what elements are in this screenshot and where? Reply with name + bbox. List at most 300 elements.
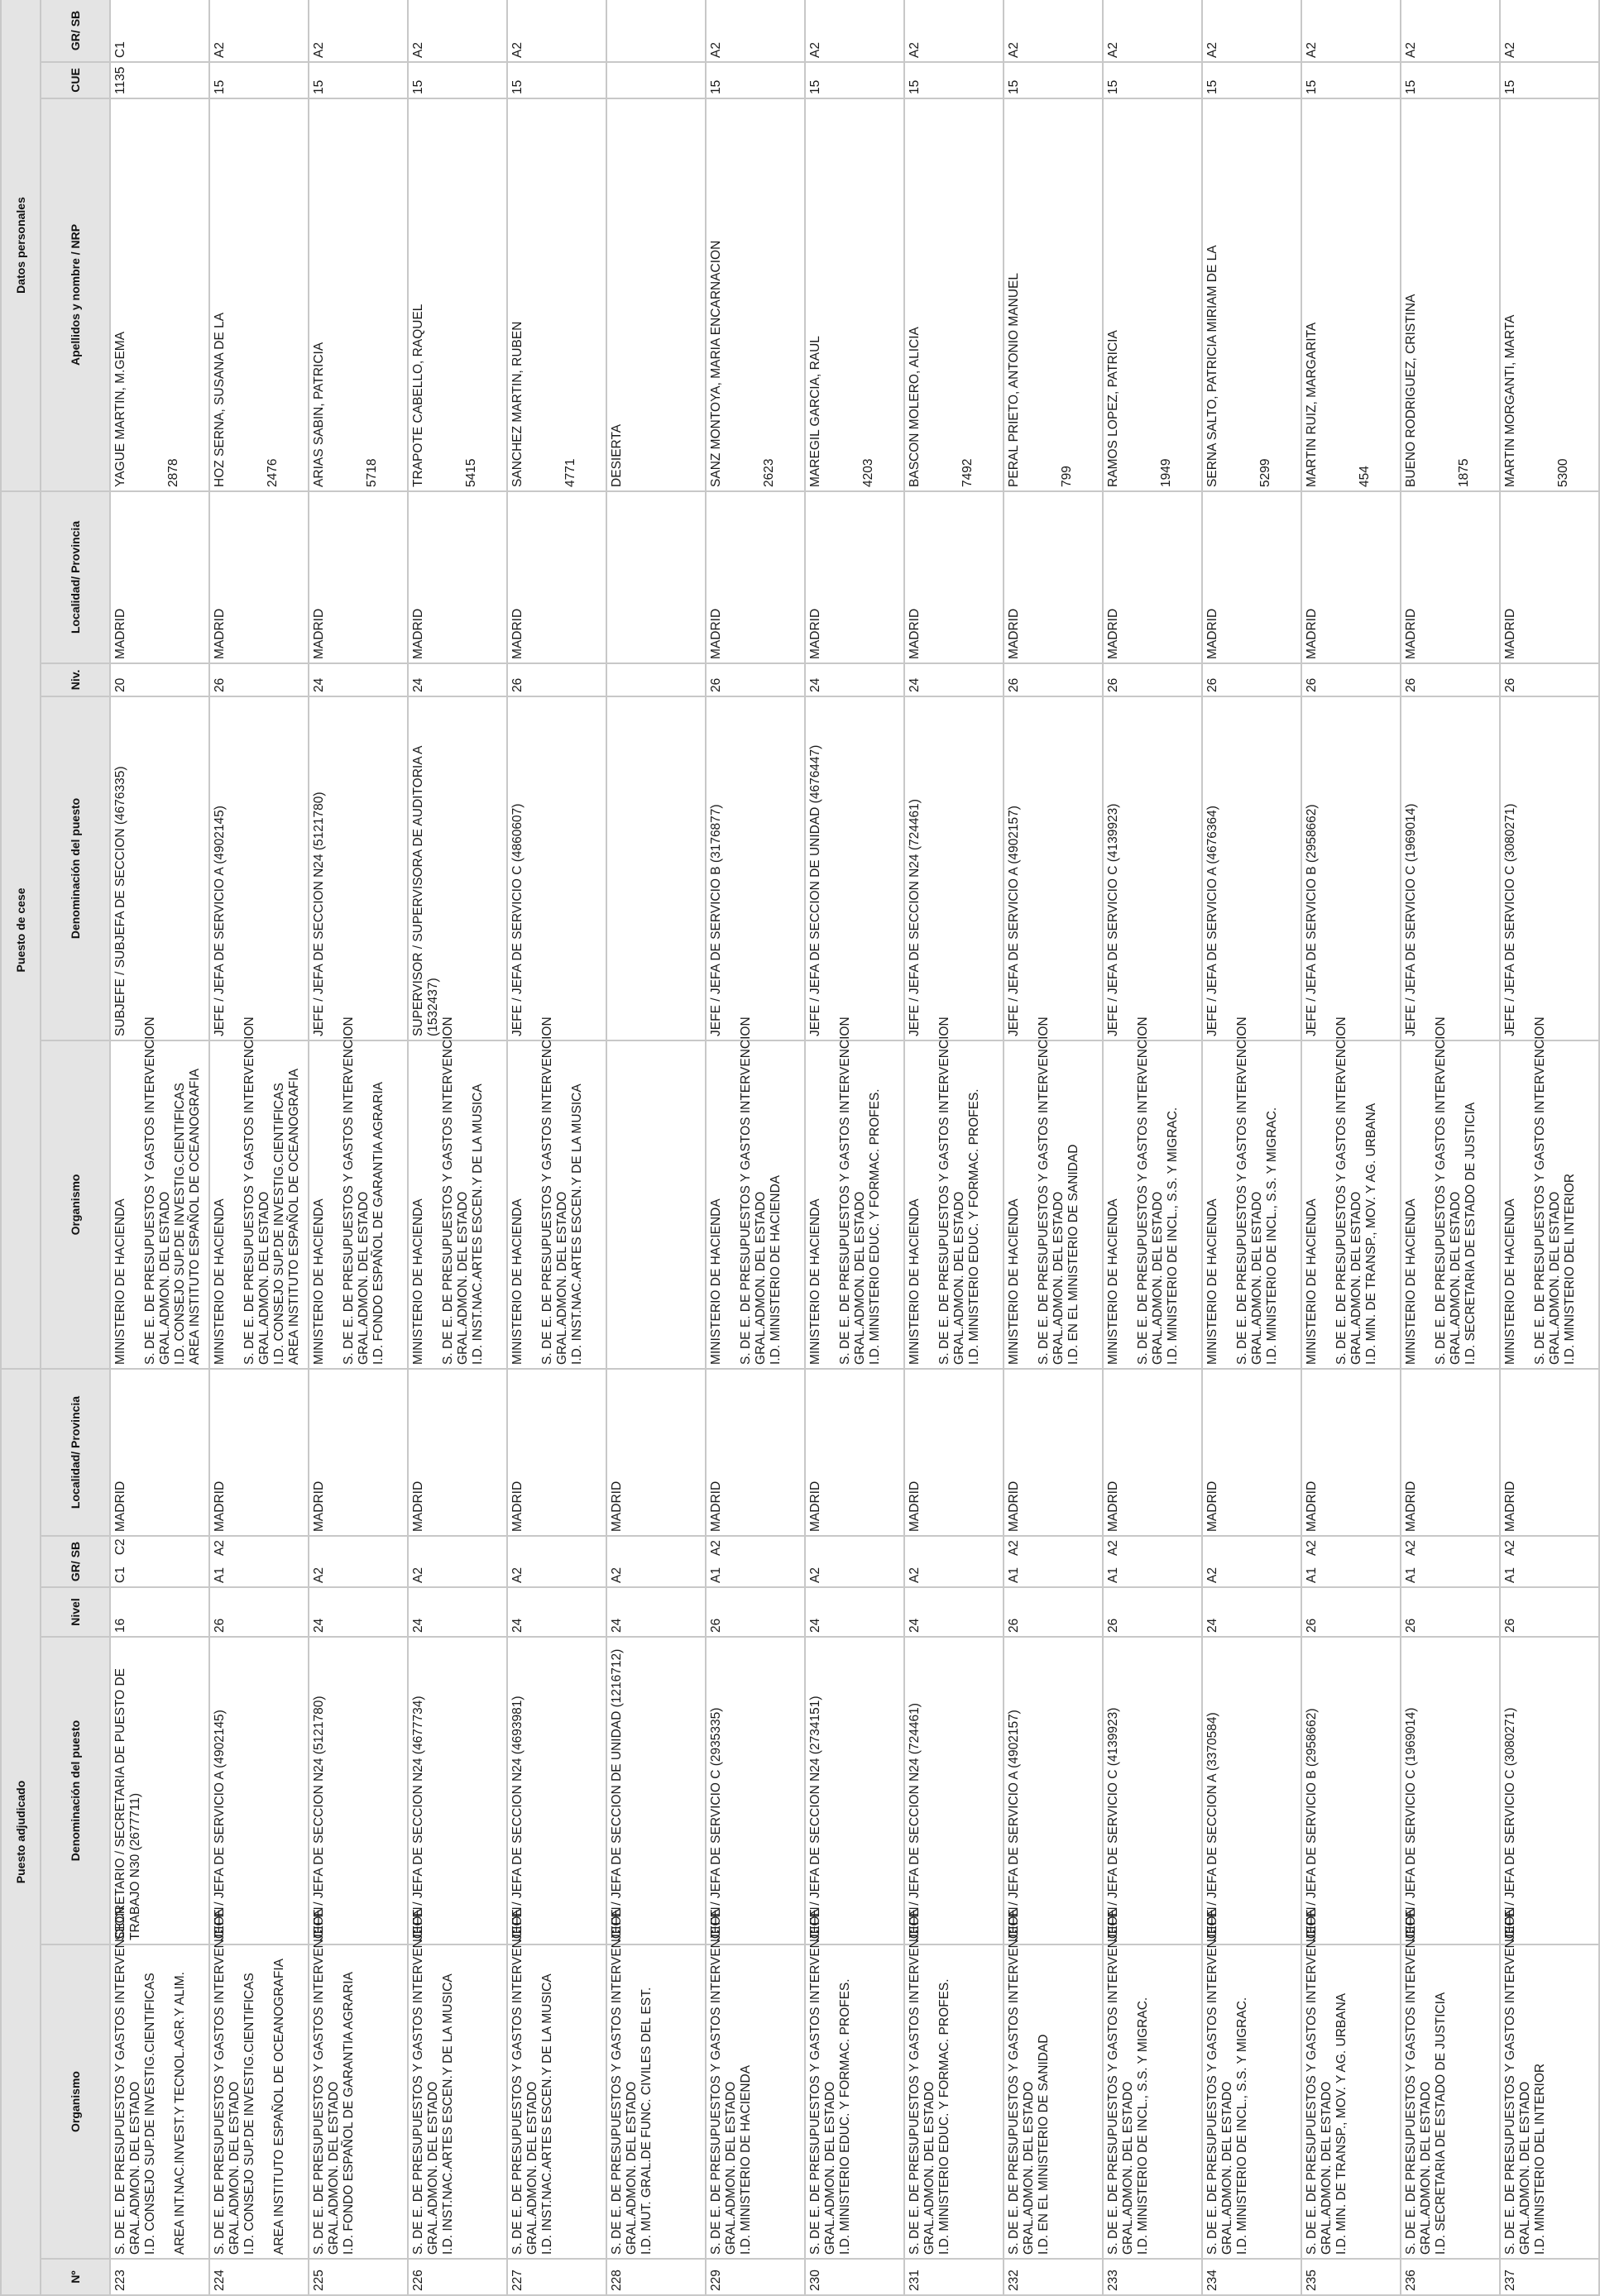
gr-sb-value: A2 xyxy=(1205,1567,1219,1583)
organismo-line: GRAL.ADMON. DEL ESTADO xyxy=(1220,2081,1234,2255)
group-header-puesto-cese: Puesto de cese xyxy=(1,491,41,1369)
apellidos-nombre: SERNA SALTO, PATRICIA MIRIAM DE LA xyxy=(1205,245,1219,487)
organismo-line: GRAL.ADMON. DEL ESTADO xyxy=(754,1191,768,1365)
organismo-line: I.D. MINISTERIO DE HACIENDA xyxy=(739,2064,753,2255)
denominacion-cese: JEFE / JEFA DE SERVICIO C (4139923) xyxy=(1103,696,1202,1040)
organismo-line: GRAL.ADMON. DEL ESTADO xyxy=(952,1191,966,1365)
gr-sb-value: A1 xyxy=(1007,1567,1021,1583)
denominacion-adjudicado: JEFE / JEFA DE SERVICIO C (1969014) xyxy=(1401,1637,1500,1944)
gr-sb-value: C1 xyxy=(113,1567,127,1583)
apellidos-nrp xyxy=(1103,98,1202,491)
localidad-adjudicado: MADRID xyxy=(706,1369,805,1536)
col-header-num: Nº xyxy=(41,2259,110,2295)
denominacion-cese xyxy=(606,696,706,1040)
nrp: 5415 xyxy=(464,458,478,487)
localidad-adjudicado: MADRID xyxy=(1103,1369,1202,1536)
denominacion-adjudicado: JEFE / JEFA DE SECCION A (3370584) xyxy=(1202,1637,1301,1944)
nivel-adjudicado: 26 xyxy=(209,1587,309,1637)
denominacion-cese: JEFE / JEFA DE SERVICIO C (1969014) xyxy=(1401,696,1500,1040)
gr-sb-personal: A2 xyxy=(805,0,904,62)
gr-sb-personal: A2 xyxy=(1301,0,1401,62)
gr-sb-value: A2 xyxy=(312,1567,326,1583)
organismo-line: I.D. CONSEJO SUP.DE INVESTIG.CIENTIFICAS xyxy=(173,1083,187,1365)
organismo-line: MINISTERIO DE HACIENDA xyxy=(709,1198,723,1365)
organismo-line: S. DE E. DE PRESUPUESTOS Y GASTOS INTERVENCION xyxy=(411,1906,425,2255)
localidad-adjudicado: MADRID xyxy=(1500,1369,1599,1536)
organismo-line: MINISTERIO DE HACIENDA xyxy=(1503,1198,1517,1365)
organismo-line: I.D. FONDO ESPAÑOL DE GARANTIA AGRARIA xyxy=(371,1082,386,1365)
organismo-line: I.D. INST.NAC.ARTES ESCEN.Y DE LA MUSICA xyxy=(540,1973,554,2255)
organismo-line: AREA INSTITUTO ESPAÑOL DE OCEANOGRAFIA xyxy=(287,1068,301,1365)
organismo-line: MINISTERIO DE HACIENDA xyxy=(213,1198,227,1365)
organismo-line: GRAL.ADMON. DEL ESTADO xyxy=(1518,2081,1532,2255)
organismo-adjudicado xyxy=(309,1906,408,2259)
nrp: 4203 xyxy=(861,458,875,487)
localidad-cese: MADRID xyxy=(309,491,408,663)
row-number: 223 xyxy=(110,2259,209,2295)
organismo-line: S. DE E. DE PRESUPUESTOS Y GASTOS INTERVENCION xyxy=(242,1016,256,1365)
row-number: 225 xyxy=(309,2259,408,2295)
table-row xyxy=(209,0,309,2295)
organismo-line: S. DE E. DE PRESUPUESTOS Y GASTOS INTERVENCION xyxy=(937,1016,951,1365)
nivel-adjudicado: 26 xyxy=(1103,1587,1202,1637)
apellidos-nrp xyxy=(1301,98,1401,491)
gr-sb-adjudicado xyxy=(805,1536,904,1587)
nivel-adjudicado: 26 xyxy=(1401,1587,1500,1637)
col-header-denominacion-cese: Denominación del puesto xyxy=(41,696,110,1040)
cue xyxy=(606,62,706,98)
organismo-line: I.D. MINISTERIO DE INCL., S.S. Y MIGRAC. xyxy=(1166,1107,1180,1365)
organismo-line: GRAL.ADMON. DEL ESTADO xyxy=(1151,1191,1165,1365)
organismo-line: S. DE E. DE PRESUPUESTOS Y GASTOS INTERVENCION xyxy=(342,1016,356,1365)
organismo-cese xyxy=(706,1016,805,1369)
organismo-line: GRAL.ADMON. DEL ESTADO xyxy=(1121,2081,1135,2255)
line-gap xyxy=(823,1045,838,1365)
gr-sb-value: A1 xyxy=(1404,1567,1418,1583)
niv-cese xyxy=(606,663,706,696)
nrp: 7492 xyxy=(960,458,975,487)
niv-cese: 24 xyxy=(408,663,507,696)
gr-sb-value: A2 xyxy=(213,1540,227,1557)
organismo-line: I.D. CONSEJO SUP.DE INVESTIG.CIENTIFICAS xyxy=(272,1083,286,1365)
col-header-organismo-cese: Organismo xyxy=(41,1040,110,1369)
organismo-line: I.D. EN EL MINISTERIO DE SANIDAD xyxy=(1037,2034,1051,2255)
organismo-line: MINISTERIO DE HACIENDA xyxy=(1404,1198,1418,1365)
gr-sb-personal: A2 xyxy=(209,0,309,62)
table-row xyxy=(904,0,1004,2295)
organismo-line: I.D. MINISTERIO DE INCL., S.S. Y MIGRAC. xyxy=(1265,1107,1279,1365)
apellidos-nombre: ARIAS SABIN, PATRICIA xyxy=(312,342,326,487)
col-header-organismo: Organismo xyxy=(41,1944,110,2259)
localidad-adjudicado: MADRID xyxy=(805,1369,904,1536)
nrp: 2878 xyxy=(166,458,180,487)
organismo-line: MINISTERIO DE HACIENDA xyxy=(510,1198,525,1365)
niv-cese: 26 xyxy=(507,663,606,696)
denominacion-adjudicado: JEFE / JEFA DE SERVICIO C (2935335) xyxy=(706,1637,805,1944)
denominacion-cese: JEFE / JEFA DE SERVICIO A (4902157) xyxy=(1004,696,1103,1040)
organismo-adjudicado xyxy=(1004,1906,1103,2259)
group-header-puesto-adjudicado: Puesto adjudicado xyxy=(1,1369,41,2295)
row-number: 232 xyxy=(1004,2259,1103,2295)
apellidos-nombre: DESIERTA xyxy=(610,423,624,487)
line-gap xyxy=(228,1045,242,1365)
organismo-line: GRAL.ADMON. DEL ESTADO xyxy=(724,2081,738,2255)
localidad-cese: MADRID xyxy=(1301,491,1401,663)
nrp: 5718 xyxy=(365,458,379,487)
organismo-cese xyxy=(805,1016,904,1369)
gr-sb-personal: A2 xyxy=(904,0,1004,62)
organismo-line: I.D. MINISTERIO DEL INTERIOR xyxy=(1533,2063,1547,2255)
organismo-line: I.D. INST.NAC.ARTES ESCEN.Y DE LA MUSICA xyxy=(471,1083,485,1365)
denominacion-cese: JEFE / JEFA DE SECCION N24 (5121780) xyxy=(309,696,408,1040)
organismo-line: I.D. MINISTERIO EDUC. Y FORMAC. PROFES. xyxy=(937,1978,951,2255)
niv-cese: 26 xyxy=(1301,663,1401,696)
cue: 15 xyxy=(805,62,904,98)
organismo-line: S. DE E. DE PRESUPUESTOS Y GASTOS INTERVENCION xyxy=(1434,1016,1448,1365)
apellidos-nrp xyxy=(805,98,904,491)
apellidos-nrp xyxy=(1202,98,1301,491)
nrp: 5299 xyxy=(1258,458,1272,487)
gr-sb-adjudicado xyxy=(1004,1536,1103,1587)
row-number: 229 xyxy=(706,2259,805,2295)
line-gap xyxy=(1419,1045,1434,1365)
organismo-cese xyxy=(1301,1016,1401,1369)
apellidos-nombre: BASCON MOLERO, ALICIA xyxy=(908,327,922,487)
nrp: 1949 xyxy=(1159,458,1173,487)
gr-sb-adjudicado xyxy=(1103,1536,1202,1587)
localidad-cese xyxy=(606,491,706,663)
apellidos-nrp xyxy=(1500,98,1599,491)
denominacion-cese: SUPERVISOR / SUPERVISORA DE AUDITORIA A (1532437) xyxy=(408,696,507,1040)
localidad-cese: MADRID xyxy=(209,491,309,663)
gr-sb-adjudicado xyxy=(408,1536,507,1587)
gr-sb-adjudicado xyxy=(904,1536,1004,1587)
gr-sb-value: A2 xyxy=(808,1567,822,1583)
organismo-line: I.D. MINISTERIO DE INCL., S.S. Y MIGRAC. xyxy=(1235,1997,1249,2255)
apellidos-nrp xyxy=(904,98,1004,491)
organismo-cese xyxy=(1500,1016,1599,1369)
organismo-adjudicado xyxy=(606,1906,706,2259)
apellidos-nombre: TRAPOTE CABELLO, RAQUEL xyxy=(411,304,425,487)
denominacion-adjudicado: JEFE / JEFA DE SECCION N24 (4693981) xyxy=(507,1637,606,1944)
localidad-cese: MADRID xyxy=(706,491,805,663)
table-row xyxy=(110,0,209,2295)
organismo-line: S. DE E. DE PRESUPUESTOS Y GASTOS INTERVENCION xyxy=(1305,1906,1319,2255)
denominacion-adjudicado: JEFE / JEFA DE SECCION N24 (2734151) xyxy=(805,1637,904,1944)
gr-sb-value: A2 xyxy=(1007,1540,1021,1557)
gr-sb-value: A1 xyxy=(1503,1567,1517,1583)
localidad-adjudicado: MADRID xyxy=(110,1369,209,1536)
table-row xyxy=(1500,0,1599,2295)
organismo-line: GRAL.ADMON. DEL ESTADO xyxy=(158,1191,172,1365)
localidad-cese: MADRID xyxy=(1500,491,1599,663)
apellidos-nrp xyxy=(209,98,309,491)
localidad-adjudicado: MADRID xyxy=(904,1369,1004,1536)
nrp: 2623 xyxy=(762,458,776,487)
organismo-line: I.D. SECRETARIA DE ESTADO DE JUSTICIA xyxy=(1463,1102,1478,1365)
organismo-line: GRAL.ADMON. DEL ESTADO xyxy=(426,2081,440,2255)
organismo-adjudicado xyxy=(1500,1906,1599,2259)
table-row xyxy=(309,0,408,2295)
denominacion-adjudicado: JEFE / JEFA DE SERVICIO C (4139923) xyxy=(1103,1637,1202,1944)
cue: 15 xyxy=(1103,62,1202,98)
line-gap xyxy=(1022,1045,1037,1365)
denominacion-adjudicado: JEFE / JEFA DE SECCION DE UNIDAD (1216712) xyxy=(606,1637,706,1944)
organismo-line: S. DE E. DE PRESUPUESTOS Y GASTOS INTERVENCION xyxy=(1205,1906,1219,2255)
gr-sb-value: A1 xyxy=(213,1567,227,1583)
organismo-cese xyxy=(408,1016,507,1369)
col-header-niv-cese: Niv. xyxy=(41,663,110,696)
col-header-gr-sb: GR/ SB xyxy=(41,1536,110,1587)
organismo-adjudicado xyxy=(1401,1906,1500,2259)
organismo-line: S. DE E. DE PRESUPUESTOS Y GASTOS INTERVENCION xyxy=(1334,1016,1349,1365)
nivel-adjudicado: 24 xyxy=(904,1587,1004,1637)
line-gap xyxy=(525,1045,540,1365)
organismo-line: I.D. MIN. DE TRANSP., MOV. Y AG. URBANA xyxy=(1334,1992,1349,2255)
organismo-cese xyxy=(1103,1016,1202,1369)
gr-sb-personal: A2 xyxy=(1500,0,1599,62)
apellidos-nombre: MARTIN MORGANTI, MARTA xyxy=(1503,314,1517,487)
organismo-line: S. DE E. DE PRESUPUESTOS Y GASTOS INTERVENCION xyxy=(113,1906,127,2255)
organismo-adjudicado xyxy=(507,1906,606,2259)
organismo-line: I.D. MINISTERIO EDUC. Y FORMAC. PROFES. xyxy=(868,1088,882,1365)
localidad-adjudicado: MADRID xyxy=(507,1369,606,1536)
organismo-adjudicado xyxy=(110,1906,209,2259)
gr-sb-value: A2 xyxy=(411,1567,425,1583)
organismo-line: S. DE E. DE PRESUPUESTOS Y GASTOS INTERVENCION xyxy=(312,1906,326,2255)
localidad-adjudicado: MADRID xyxy=(1301,1369,1401,1536)
organismo-line: S. DE E. DE PRESUPUESTOS Y GASTOS INTERVENCION xyxy=(540,1016,554,1365)
apellidos-nombre: MAREGIL GARCIA, RAUL xyxy=(808,336,822,487)
organismo-line: S. DE E. DE PRESUPUESTOS Y GASTOS INTERVENCION xyxy=(1503,1906,1517,2255)
localidad-adjudicado: MADRID xyxy=(606,1369,706,1536)
apellidos-nombre: BUENO RODRIGUEZ, CRISTINA xyxy=(1404,294,1418,487)
cue: 15 xyxy=(309,62,408,98)
denominacion-adjudicado: JEFE / JEFA DE SECCION N24 (4677734) xyxy=(408,1637,507,1944)
organismo-line: GRAL.ADMON. DEL ESTADO xyxy=(1419,2081,1433,2255)
nivel-adjudicado: 24 xyxy=(805,1587,904,1637)
apellidos-nrp xyxy=(110,98,209,491)
table-row xyxy=(1202,0,1301,2295)
gr-sb-value: A2 xyxy=(1106,1540,1120,1557)
gr-sb-adjudicado xyxy=(507,1536,606,1587)
denominacion-adjudicado: SECRETARIO / SECRETARIA DE PUESTO DE TRABAJO N30 (2677711) xyxy=(110,1637,209,1944)
table-row xyxy=(1004,0,1103,2295)
organismo-cese xyxy=(110,1016,209,1369)
row-number: 234 xyxy=(1202,2259,1301,2295)
gr-sb-personal: A2 xyxy=(1401,0,1500,62)
organismo-line: GRAL.ADMON. DEL ESTADO xyxy=(257,1191,271,1365)
organismo-line: MINISTERIO DE HACIENDA xyxy=(312,1198,326,1365)
organismo-line: GRAL.ADMON. DEL ESTADO xyxy=(1449,1191,1463,1365)
gr-sb-personal: A2 xyxy=(1202,0,1301,62)
localidad-adjudicado: MADRID xyxy=(209,1369,309,1536)
col-header-cue: CUE xyxy=(41,62,110,98)
organismo-adjudicado xyxy=(805,1906,904,2259)
organismo-line: GRAL.ADMON. DEL ESTADO xyxy=(1022,2081,1036,2255)
table-row xyxy=(408,0,507,2295)
gr-sb-value: A2 xyxy=(610,1567,624,1583)
row-number: 228 xyxy=(606,2259,706,2295)
organismo-line: AREA INSTITUTO ESPAÑOL DE OCEANOGRAFIA xyxy=(188,1068,202,1365)
denominacion-adjudicado: JEFE / JEFA DE SERVICIO B (2958662) xyxy=(1301,1637,1401,1944)
organismo-line: MINISTERIO DE HACIENDA xyxy=(908,1198,922,1365)
organismo-line: AREA INT.NAC.INVEST.Y TECNOL.AGR.Y ALIM. xyxy=(173,1972,187,2255)
niv-cese: 24 xyxy=(309,663,408,696)
localidad-cese: MADRID xyxy=(110,491,209,663)
organismo-line: I.D. EN EL MINISTERIO DE SANIDAD xyxy=(1066,1144,1080,1365)
localidad-cese: MADRID xyxy=(805,491,904,663)
niv-cese: 24 xyxy=(904,663,1004,696)
gr-sb-value: A2 xyxy=(510,1567,525,1583)
organismo-adjudicado xyxy=(209,1906,309,2259)
col-header-nivel: Nivel xyxy=(41,1587,110,1637)
row-number: 227 xyxy=(507,2259,606,2295)
nivel-adjudicado: 26 xyxy=(1500,1587,1599,1637)
organismo-line: I.D. INST.NAC.ARTES ESCEN.Y DE LA MUSICA xyxy=(441,1973,455,2255)
row-number: 231 xyxy=(904,2259,1004,2295)
cue: 15 xyxy=(1401,62,1500,98)
cue: 15 xyxy=(1301,62,1401,98)
organismo-line: MINISTERIO DE HACIENDA xyxy=(113,1198,127,1365)
gr-sb-personal: C1 xyxy=(110,0,209,62)
organismo-line: MINISTERIO DE HACIENDA xyxy=(1106,1198,1120,1365)
localidad-cese: MADRID xyxy=(507,491,606,663)
apellidos-nombre: YAGUE MARTIN, M.GEMA xyxy=(113,331,127,487)
denominacion-cese: JEFE / JEFA DE SERVICIO A (4676364) xyxy=(1202,696,1301,1040)
organismo-adjudicado xyxy=(1103,1906,1202,2259)
nrp: 5300 xyxy=(1556,458,1570,487)
organismo-line: GRAL.ADMON. DEL ESTADO xyxy=(456,1191,470,1365)
organismo-adjudicado xyxy=(706,1906,805,2259)
row-number: 237 xyxy=(1500,2259,1599,2295)
row-number: 233 xyxy=(1103,2259,1202,2295)
organismo-cese xyxy=(1202,1016,1301,1369)
apellidos-nombre: SANCHEZ MARTIN, RUBEN xyxy=(510,321,525,487)
organismo-line: I.D. SECRETARIA DE ESTADO DE JUSTICIA xyxy=(1434,1992,1448,2255)
gr-sb-adjudicado xyxy=(1401,1536,1500,1587)
organismo-line: GRAL.ADMON. DEL ESTADO xyxy=(823,2081,837,2255)
organismo-line: S. DE E. DE PRESUPUESTOS Y GASTOS INTERVENCION xyxy=(1533,1016,1547,1365)
organismo-line: GRAL.ADMON. DEL ESTADO xyxy=(922,2081,937,2255)
localidad-adjudicado: MADRID xyxy=(1202,1369,1301,1536)
organismo-line: I.D. MUT. GRAL.DE FUNC. CIVILES DEL EST. xyxy=(640,1987,654,2255)
cue: 15 xyxy=(507,62,606,98)
line-gap xyxy=(327,1045,342,1365)
apellidos-nrp xyxy=(1004,98,1103,491)
col-header-denominacion: Denominación del puesto xyxy=(41,1637,110,1944)
table-row xyxy=(805,0,904,2295)
apellidos-nrp xyxy=(706,98,805,491)
nrp: 2476 xyxy=(266,458,280,487)
organismo-line: S. DE E. DE PRESUPUESTOS Y GASTOS INTERVENCION xyxy=(709,1906,723,2255)
denominacion-cese: JEFE / JEFA DE SERVICIO B (3176877) xyxy=(706,696,805,1040)
denominacion-cese: SUBJEFE / SUBJEFA DE SECCION (4676335) xyxy=(110,696,209,1040)
line-gap xyxy=(1220,1045,1235,1365)
gr-sb-value: A1 xyxy=(709,1567,723,1583)
niv-cese: 20 xyxy=(110,663,209,696)
organismo-line: S. DE E. DE PRESUPUESTOS Y GASTOS INTERVENCION xyxy=(610,1906,624,2255)
organismo-line: MINISTERIO DE HACIENDA xyxy=(411,1198,425,1365)
gr-sb-value: A1 xyxy=(1106,1567,1120,1583)
organismo-line: GRAL.ADMON. DEL ESTADO xyxy=(228,2081,242,2255)
organismo-line: AREA INSTITUTO ESPAÑOL DE OCEANOGRAFIA xyxy=(272,1958,286,2255)
apellidos-nrp xyxy=(1401,98,1500,491)
organismo-line: GRAL.ADMON. DEL ESTADO xyxy=(1051,1191,1066,1365)
nivel-adjudicado: 16 xyxy=(110,1587,209,1637)
organismo-line: I.D. MINISTERIO EDUC. Y FORMAC. PROFES. xyxy=(967,1088,981,1365)
organismo-line: GRAL.ADMON. DEL ESTADO xyxy=(327,2081,341,2255)
organismo-line: S. DE E. DE PRESUPUESTOS Y GASTOS INTERVENCION xyxy=(908,1906,922,2255)
line-gap xyxy=(922,1045,937,1365)
localidad-cese: MADRID xyxy=(408,491,507,663)
gr-sb-personal: A2 xyxy=(408,0,507,62)
row-number: 235 xyxy=(1301,2259,1401,2295)
apellidos-nombre: PERAL PRIETO, ANTONIO MANUEL xyxy=(1007,272,1021,487)
nrp: 454 xyxy=(1358,466,1372,487)
organismo-line: I.D. MINISTERIO DEL INTERIOR xyxy=(1563,1173,1577,1365)
denominacion-adjudicado: JEFE / JEFA DE SECCION N24 (724461) xyxy=(904,1637,1004,1944)
denominacion-adjudicado: JEFE / JEFA DE SERVICIO C (3080271) xyxy=(1500,1637,1599,1944)
gr-sb-adjudicado xyxy=(1202,1536,1301,1587)
apellidos-nombre: HOZ SERNA, SUSANA DE LA xyxy=(213,312,227,487)
localidad-cese: MADRID xyxy=(1401,491,1500,663)
group-header-datos-personales: Datos personales xyxy=(1,0,41,491)
table-body xyxy=(110,0,1599,2295)
cue: 15 xyxy=(904,62,1004,98)
row-number: 236 xyxy=(1401,2259,1500,2295)
row-number: 224 xyxy=(209,2259,309,2295)
nrp: 1875 xyxy=(1457,458,1471,487)
localidad-adjudicado: MADRID xyxy=(408,1369,507,1536)
apellidos-nombre: RAMOS LOPEZ, PATRICIA xyxy=(1106,330,1120,487)
nivel-adjudicado: 26 xyxy=(1301,1587,1401,1637)
organismo-line: S. DE E. DE PRESUPUESTOS Y GASTOS INTERVENCION xyxy=(739,1016,753,1365)
organismo-line: I.D. MIN. DE TRANSP., MOV. Y AG. URBANA xyxy=(1364,1103,1378,1365)
line-gap xyxy=(1121,1045,1136,1365)
col-header-gr-sb-personal: GR/ SB xyxy=(41,0,110,62)
cue: 15 xyxy=(1004,62,1103,98)
apellidos-nombre: MARTIN RUIZ, MARGARITA xyxy=(1305,322,1319,487)
gr-sb-adjudicado xyxy=(706,1536,805,1587)
organismo-adjudicado xyxy=(1301,1906,1401,2259)
gr-sb-personal xyxy=(606,0,706,62)
organismo-line: S. DE E. DE PRESUPUESTOS Y GASTOS INTERVENCION xyxy=(143,1016,157,1365)
line-gap xyxy=(257,1949,272,2255)
line-gap xyxy=(724,1045,739,1365)
organismo-line: I.D. FONDO ESPAÑOL DE GARANTIA AGRARIA xyxy=(342,1972,356,2255)
niv-cese: 26 xyxy=(706,663,805,696)
apellidos-nrp xyxy=(507,98,606,491)
gr-sb-personal: A2 xyxy=(1103,0,1202,62)
organismo-line: S. DE E. DE PRESUPUESTOS Y GASTOS INTERVENCION xyxy=(808,1906,822,2255)
organismo-adjudicado xyxy=(408,1906,507,2259)
table-row xyxy=(1401,0,1500,2295)
denominacion-adjudicado: JEFE / JEFA DE SECCION N24 (5121780) xyxy=(309,1637,408,1944)
gr-sb-adjudicado xyxy=(209,1536,309,1587)
localidad-adjudicado: MADRID xyxy=(1401,1369,1500,1536)
niv-cese: 26 xyxy=(1004,663,1103,696)
organismo-line: S. DE E. DE PRESUPUESTOS Y GASTOS INTERVENCION xyxy=(838,1016,852,1365)
nivel-adjudicado: 24 xyxy=(408,1587,507,1637)
cue: 15 xyxy=(209,62,309,98)
gr-sb-value: A2 xyxy=(1305,1540,1319,1557)
organismo-cese xyxy=(507,1016,606,1369)
nrp: 799 xyxy=(1060,466,1074,487)
gr-sb-value: A2 xyxy=(1404,1540,1418,1557)
gr-sb-personal: A2 xyxy=(1004,0,1103,62)
organismo-line: GRAL.ADMON. DEL ESTADO xyxy=(525,2081,539,2255)
